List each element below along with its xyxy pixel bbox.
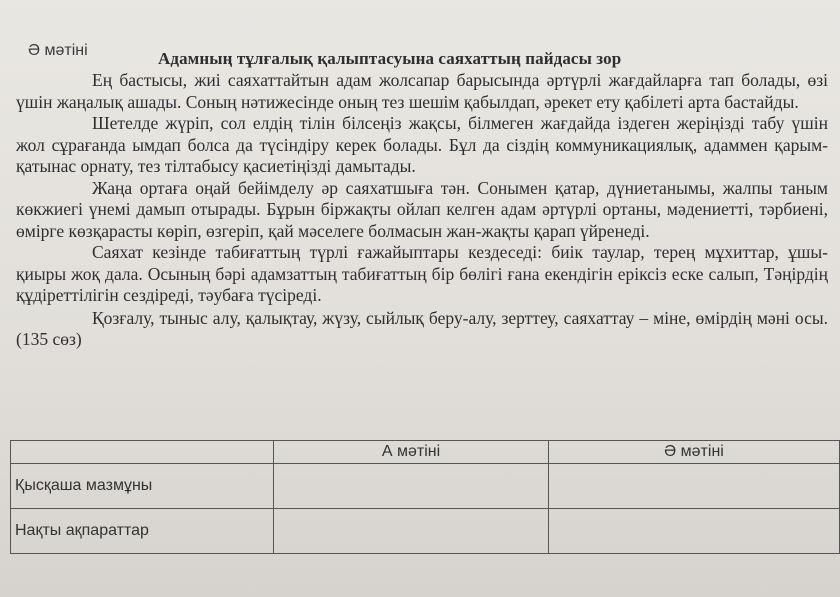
table-row (11, 509, 840, 554)
facts-cell-b[interactable] (549, 509, 840, 554)
section-label: Ә мәтіні (28, 42, 88, 59)
summary-cell-b[interactable] (549, 464, 840, 509)
summary-cell-a[interactable] (274, 464, 549, 509)
table-header-row (11, 441, 840, 464)
row-label-facts: Нақты ақпараттар (11, 509, 274, 554)
paragraph-5: Қозғалу, тыныс алу, қалықтау, жүзу, сыйлық беру-алу, зерттеу, саяхаттау – міне, өмірдің мәні осы. (135 сөз) (16, 307, 828, 349)
table-row (11, 464, 840, 509)
facts-cell-a[interactable] (274, 509, 549, 554)
text-title: Адамның тұлғалық қалыптасуына саяхаттың пайдасы зор (158, 49, 622, 68)
text-body (16, 70, 828, 351)
header-text-b: Ә мәтіні (549, 441, 840, 464)
row-label-summary: Қысқаша мазмұны (11, 464, 274, 509)
paragraph-1: Ең бастысы, жиі саяхаттайтын адам жолсапар барысында әртүрлі жағдайларға тап болады, өзі үшін жаңалық ашады. Соның нәтижесінде оның тез шешім қабылдап, әрекет ету қабілеті арта бастайды. (16, 70, 828, 112)
header-text-a: А мәтіні (274, 441, 549, 464)
paragraph-3: Жаңа ортаға оңай бейімделу әр саяхатшыға тән. Сонымен қатар, дүниетанымы, жалпы таным көкжиегі үнемі дамып отырады. Бұрын біржақты ойлап келген адам әртүрлі ортаны, мәдениетті, тәрбиені, өмірге көзқарасты көріп, өзгеріп, қай мәселеге болмасын жан-жақты қарап үйренеді. (16, 177, 828, 241)
paragraph-2: Шетелде жүріп, сол елдің тілін білсеңіз жақсы, білмеген жағдайда іздеген жеріңізді табу үшін жол сұрағанда ымдап болса да түсіндіру керек болады. Бұл да сіздің коммуникациялық, адаммен қарым-қатынас орнату, тез тілтабысу қасиетіңізді дамытады. (16, 113, 828, 176)
header-empty-cell (11, 441, 274, 464)
paragraph-4: Саяхат кезінде табиғаттың түрлі ғажайыптары кездеседі: биік таулар, терең мұхиттар, ұшы-қиыры жоқ дала. Осының бәрі адамзаттың табиғаттың бір бөлігі ғана екендігін еріксіз еске салып, Тәңірдің құдіреттілігін сездіреді, тәубаға түсіреді. (16, 242, 828, 305)
comparison-table (10, 440, 840, 554)
